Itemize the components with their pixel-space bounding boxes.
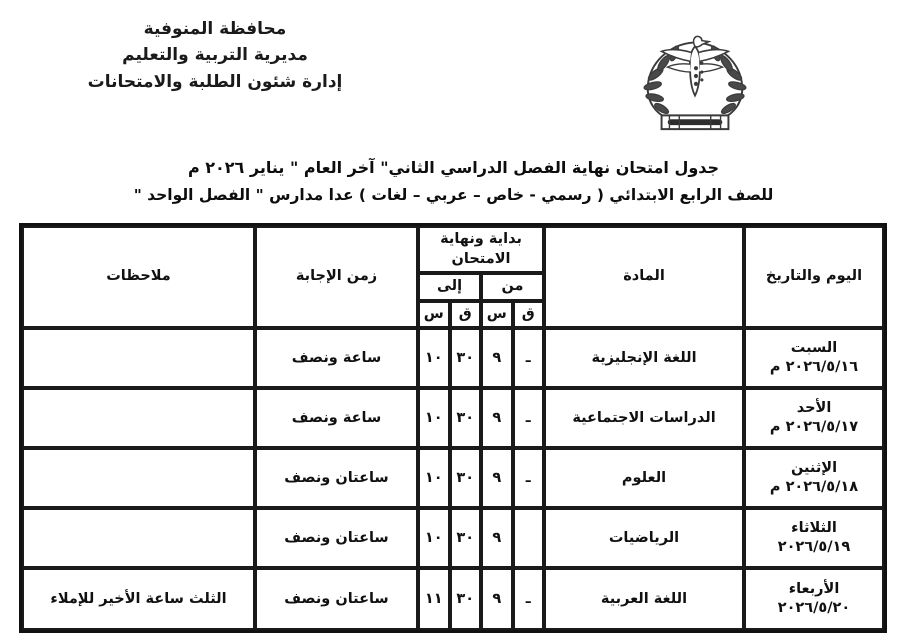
cell-subject: اللغة الإنجليزية	[544, 328, 744, 388]
header-notes: ملاحظات	[22, 226, 255, 328]
cell-answer-time: ساعتان ونصف	[255, 448, 418, 508]
day-date: ٢٠٢٦/٥/١٦ م	[769, 359, 859, 376]
cell-to-minute: ٣٠	[450, 328, 482, 388]
cell-to-minute: ٣٠	[450, 388, 482, 448]
authority-text-block	[0, 16, 430, 95]
cell-to-hour: ١٠	[418, 388, 450, 448]
title-line-primary: جدول امتحان نهاية الفصل الدراسي الثاني" آخر العام " يناير ٢٠٢٦ م	[187, 158, 720, 177]
day-date: ٢٠٢٦/٥/١٨ م	[769, 479, 859, 496]
header-from-minute: ق	[513, 301, 545, 329]
day-name: الأحد	[796, 399, 832, 416]
cell-answer-time: ساعتان ونصف	[255, 568, 418, 630]
cell-subject: اللغة العربية	[544, 568, 744, 630]
cell-notes	[22, 328, 255, 388]
cell-notes	[22, 388, 255, 448]
cell-from-minute: ـ	[513, 388, 545, 448]
cell-from-minute	[513, 508, 545, 568]
title-line-secondary: للصف الرابع الابتدائي ( رسمي - خاص – عربي – لغات ) عدا مدارس " الفصل الواحد "	[133, 186, 774, 204]
cell-to-hour: ١٠	[418, 448, 450, 508]
cell-from-minute: ـ	[513, 328, 545, 388]
cell-subject: العلوم	[544, 448, 744, 508]
cell-from-minute: ـ	[513, 448, 545, 508]
cell-from-hour: ٩	[481, 448, 513, 508]
day-date: ٢٠٢٦/٥/١٧ م	[769, 419, 859, 436]
header-to-minute: ق	[450, 301, 482, 329]
header-answer-time: زمن الإجابة	[255, 226, 418, 328]
cell-to-minute: ٣٠	[450, 568, 482, 630]
schedule-titles	[0, 154, 907, 209]
cell-answer-time: ساعة ونصف	[255, 388, 418, 448]
cell-day-date	[744, 568, 884, 630]
egypt-eagle-emblem-icon	[636, 16, 754, 136]
header-to-hour: س	[418, 301, 450, 329]
cell-day-date	[744, 388, 884, 448]
cell-from-hour: ٩	[481, 508, 513, 568]
directorate-line: مديرية التربية والتعليم	[122, 45, 308, 66]
table-head	[22, 226, 884, 328]
table-row	[22, 388, 884, 448]
header-from-hour: س	[481, 301, 513, 329]
cell-to-hour: ١١	[418, 568, 450, 630]
cell-day-date	[744, 508, 884, 568]
document-header	[0, 0, 907, 140]
cell-answer-time: ساعتان ونصف	[255, 508, 418, 568]
schedule-table-container	[19, 223, 887, 633]
header-day-date: اليوم والتاريخ	[744, 226, 884, 328]
cell-to-hour: ١٠	[418, 328, 450, 388]
day-name: السبت	[790, 339, 838, 356]
day-date: ٢٠٢٦/٥/٢٠	[777, 600, 851, 617]
header-to: إلى	[418, 273, 481, 301]
cell-from-hour: ٩	[481, 328, 513, 388]
cell-notes	[22, 448, 255, 508]
cell-notes: الثلث ساعة الأخير للإملاء	[22, 568, 255, 630]
header-exam-period: بداية ونهاية الامتحان	[418, 226, 544, 273]
cell-notes	[22, 508, 255, 568]
cell-from-hour: ٩	[481, 388, 513, 448]
cell-subject: الدراسات الاجتماعية	[544, 388, 744, 448]
cell-day-date	[744, 328, 884, 388]
day-name: الإثنين	[790, 459, 838, 476]
cell-subject: الرياضيات	[544, 508, 744, 568]
table-row	[22, 448, 884, 508]
cell-to-minute: ٣٠	[450, 448, 482, 508]
governorate-line: محافظة المنوفية	[143, 19, 287, 39]
day-name: الأربعاء	[788, 580, 840, 597]
cell-answer-time: ساعة ونصف	[255, 328, 418, 388]
department-line: إدارة شئون الطلبة والامتحانات	[87, 71, 343, 92]
cell-from-minute: ـ	[513, 568, 545, 630]
exam-schedule-table	[19, 223, 887, 633]
day-date: ٢٠٢٦/٥/١٩	[777, 539, 851, 556]
header-from: من	[481, 273, 544, 301]
table-row	[22, 568, 884, 630]
logo-container	[620, 16, 770, 136]
cell-to-minute: ٣٠	[450, 508, 482, 568]
cell-from-hour: ٩	[481, 568, 513, 630]
day-name: الثلاثاء	[791, 519, 837, 536]
table-row	[22, 508, 884, 568]
table-row	[22, 328, 884, 388]
header-row-top	[22, 226, 884, 273]
table-body	[22, 328, 884, 630]
cell-to-hour: ١٠	[418, 508, 450, 568]
header-subject: المادة	[544, 226, 744, 328]
cell-day-date	[744, 448, 884, 508]
